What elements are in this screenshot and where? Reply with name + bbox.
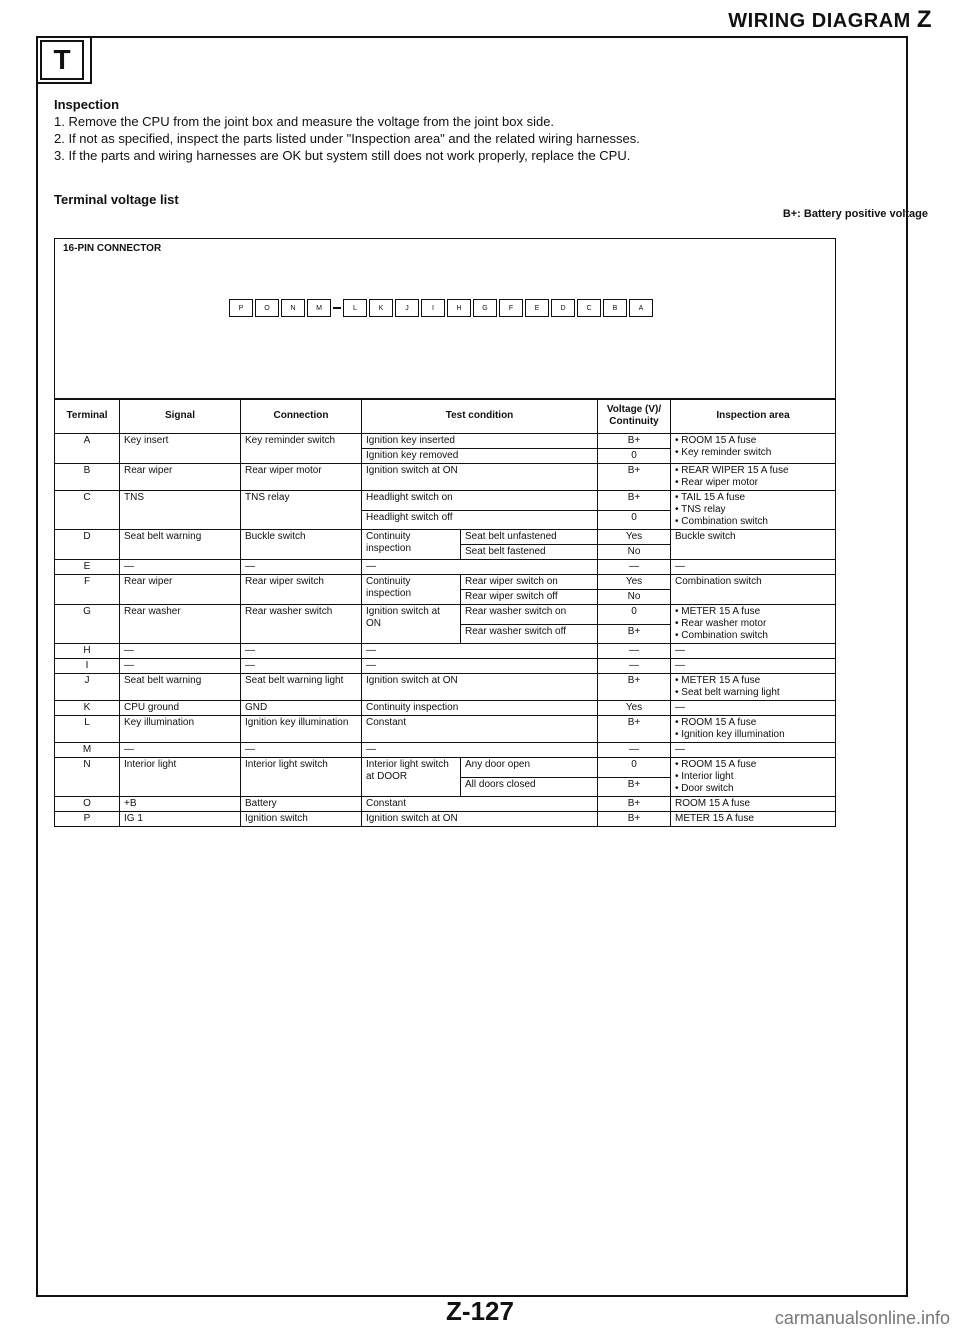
cell-terminal: C	[55, 491, 120, 530]
cell-terminal: K	[55, 701, 120, 716]
cell-inspection-area	[671, 575, 836, 605]
header-signal: Signal	[120, 399, 241, 434]
inspection-area-line: • ROOM 15 A fuse	[675, 717, 757, 728]
cell-voltage: B+	[598, 464, 671, 491]
header-inspection-area: Inspection area	[671, 399, 836, 434]
page-header	[728, 6, 932, 34]
cell-inspection-area	[671, 605, 836, 644]
connector-pin: E	[525, 299, 549, 317]
table-row	[55, 464, 836, 491]
cell-voltage: No	[598, 590, 671, 605]
table-row	[55, 701, 836, 716]
connector-pins	[229, 299, 655, 317]
cell-test-condition: Ignition switch at ON	[362, 674, 598, 701]
cell-signal: Rear wiper	[120, 464, 241, 491]
cell-connection: Buckle switch	[241, 530, 362, 560]
inspection-step: 3. If the parts and wiring harnesses are OK but system still does not work properly, replace the CPU.	[54, 148, 631, 163]
connector-pin: O	[255, 299, 279, 317]
cell-connection: GND	[241, 701, 362, 716]
cell-inspection-area	[671, 644, 836, 659]
cell-test-condition: Any door open	[461, 758, 598, 778]
cell-connection: TNS relay	[241, 491, 362, 530]
cell-test-condition: Rear washer switch off	[461, 624, 598, 644]
table-row	[55, 659, 836, 674]
cell-test-condition: Rear wiper switch on	[461, 575, 598, 590]
cell-test-condition: Seat belt fastened	[461, 545, 598, 560]
cell-signal: —	[120, 560, 241, 575]
cell-voltage: Yes	[598, 530, 671, 545]
inspection-area-line: ROOM 15 A fuse	[675, 798, 751, 809]
cell-test-condition: Rear washer switch on	[461, 605, 598, 625]
battery-note: B+: Battery positive voltage	[782, 208, 928, 220]
cell-connection: Seat belt warning light	[241, 674, 362, 701]
connector-pin: J	[395, 299, 419, 317]
connector-pin: F	[499, 299, 523, 317]
table-row	[55, 530, 836, 545]
connector-pin: A	[629, 299, 653, 317]
cell-inspection-area	[671, 758, 836, 797]
connector-label: 16-PIN CONNECTOR	[63, 243, 162, 254]
cell-signal: Key illumination	[120, 716, 241, 743]
inspection-area-line: —	[675, 660, 685, 671]
connector-pin: G	[473, 299, 497, 317]
inspection-area-line: • ROOM 15 A fuse	[675, 435, 757, 446]
header-connection: Connection	[241, 399, 362, 434]
inspection-area-line: • Seat belt warning light	[675, 687, 780, 698]
cell-test-condition: Headlight switch on	[362, 491, 598, 511]
cell-voltage: Yes	[598, 701, 671, 716]
cell-signal: —	[120, 659, 241, 674]
cell-voltage: B+	[598, 716, 671, 743]
terminal-voltage-table	[54, 398, 836, 827]
inspection-area-line: —	[675, 744, 685, 755]
cell-terminal: A	[55, 434, 120, 464]
watermark: carmanualsonline.info	[774, 1308, 950, 1328]
cell-signal: Seat belt warning	[120, 674, 241, 701]
cell-signal: Interior light	[120, 758, 241, 797]
table-row	[55, 560, 836, 575]
cell-voltage: B+	[598, 777, 671, 797]
connector-pin: L	[343, 299, 367, 317]
cell-test-condition: —	[362, 560, 598, 575]
cell-terminal: L	[55, 716, 120, 743]
cell-terminal: D	[55, 530, 120, 560]
cell-test-condition: Continuity inspection	[362, 701, 598, 716]
cell-voltage: B+	[598, 624, 671, 644]
cell-signal: Rear washer	[120, 605, 241, 644]
inspection-area-line: • Key reminder switch	[675, 447, 772, 458]
cell-connection: Ignition key illumination	[241, 716, 362, 743]
cell-test-condition: Ignition key removed	[362, 449, 598, 464]
header-section: Z	[916, 6, 932, 33]
table-row	[55, 743, 836, 758]
connector-pin: D	[551, 299, 575, 317]
table-row	[55, 674, 836, 701]
cell-voltage: 0	[598, 449, 671, 464]
table-row	[55, 434, 836, 449]
table-row	[55, 605, 836, 625]
cell-connection: Ignition switch	[241, 812, 362, 827]
inspection-area-line: • ROOM 15 A fuse	[675, 759, 757, 770]
connector-box	[54, 238, 836, 400]
cell-connection: Rear wiper motor	[241, 464, 362, 491]
cell-voltage: —	[598, 743, 671, 758]
cell-test-group: Interior light switch at DOOR	[362, 758, 461, 797]
inspection-area-line: —	[675, 702, 685, 713]
connector-pin: B	[603, 299, 627, 317]
inspection-area-line: • Ignition key illumination	[675, 729, 785, 740]
inspection-area-line: • METER 15 A fuse	[675, 675, 761, 686]
cell-connection: —	[241, 644, 362, 659]
cell-inspection-area	[671, 797, 836, 812]
inspection-area-line: • METER 15 A fuse	[675, 606, 761, 617]
section-tab	[36, 36, 92, 84]
cell-voltage: 0	[598, 758, 671, 778]
cell-test-condition: —	[362, 644, 598, 659]
cell-terminal: I	[55, 659, 120, 674]
cell-inspection-area	[671, 530, 836, 560]
cell-terminal: O	[55, 797, 120, 812]
connector-pin: P	[229, 299, 253, 317]
cell-inspection-area	[671, 716, 836, 743]
page-number: Z-127	[446, 1296, 514, 1326]
cell-connection: —	[241, 560, 362, 575]
cell-test-condition: Ignition switch at ON	[362, 812, 598, 827]
cell-inspection-area	[671, 434, 836, 464]
inspection-area-line: • TAIL 15 A fuse	[675, 492, 746, 503]
inspection-area-line: • Interior light	[675, 771, 734, 782]
cell-test-condition: Constant	[362, 716, 598, 743]
cell-terminal: J	[55, 674, 120, 701]
cell-signal: TNS	[120, 491, 241, 530]
cell-signal: —	[120, 743, 241, 758]
cell-connection: —	[241, 743, 362, 758]
cell-terminal: B	[55, 464, 120, 491]
cell-test-condition: —	[362, 743, 598, 758]
inspection-area-line: • Combination switch	[675, 630, 768, 641]
cell-voltage: B+	[598, 674, 671, 701]
cell-inspection-area	[671, 491, 836, 530]
table-row	[55, 758, 836, 778]
cell-inspection-area	[671, 659, 836, 674]
cell-terminal: H	[55, 644, 120, 659]
cell-signal: —	[120, 644, 241, 659]
cell-voltage: 0	[598, 605, 671, 625]
cell-test-condition: Ignition switch at ON	[362, 464, 598, 491]
cell-test-condition: All doors closed	[461, 777, 598, 797]
section-tab-letter: T	[40, 40, 84, 80]
header-test-condition: Test condition	[362, 399, 598, 434]
inspection-area-line: —	[675, 645, 685, 656]
header-title: WIRING DIAGRAM	[728, 10, 911, 32]
cell-signal: Key insert	[120, 434, 241, 464]
header-voltage: Voltage (V)/ Continuity	[598, 399, 671, 434]
cell-test-condition: Ignition key inserted	[362, 434, 598, 449]
cell-voltage: No	[598, 545, 671, 560]
table-row	[55, 812, 836, 827]
cell-voltage: —	[598, 659, 671, 674]
cell-terminal: G	[55, 605, 120, 644]
cell-voltage: B+	[598, 812, 671, 827]
cell-inspection-area	[671, 464, 836, 491]
cell-voltage: Yes	[598, 575, 671, 590]
cell-terminal: M	[55, 743, 120, 758]
cell-signal: Rear wiper	[120, 575, 241, 605]
cell-test-condition: Constant	[362, 797, 598, 812]
cell-test-condition: Seat belt unfastened	[461, 530, 598, 545]
inspection-area-line: • Door switch	[675, 783, 734, 794]
connector-pin: I	[421, 299, 445, 317]
cell-terminal: N	[55, 758, 120, 797]
table-header-row	[55, 399, 836, 434]
connector-pin: M	[307, 299, 331, 317]
cell-signal: Seat belt warning	[120, 530, 241, 560]
cell-inspection-area	[671, 560, 836, 575]
header-terminal: Terminal	[55, 399, 120, 434]
cell-connection: Rear wiper switch	[241, 575, 362, 605]
cell-voltage: —	[598, 644, 671, 659]
table-row	[55, 797, 836, 812]
connector-pin: H	[447, 299, 471, 317]
cell-voltage: B+	[598, 434, 671, 449]
cell-inspection-area	[671, 674, 836, 701]
inspection-area-line: • Rear washer motor	[675, 618, 767, 629]
cell-voltage: —	[598, 560, 671, 575]
inspection-area-line: Buckle switch	[675, 531, 736, 542]
connector-separator	[333, 307, 341, 309]
cell-terminal: P	[55, 812, 120, 827]
cell-test-condition: Headlight switch off	[362, 510, 598, 530]
inspection-area-line: • REAR WIPER 15 A fuse	[675, 465, 789, 476]
cell-signal: CPU ground	[120, 701, 241, 716]
cell-inspection-area	[671, 812, 836, 827]
inspection-area-line: • Rear wiper motor	[675, 477, 758, 488]
cell-terminal: F	[55, 575, 120, 605]
inspection-area-line: —	[675, 561, 685, 572]
cell-inspection-area	[671, 701, 836, 716]
table-row	[55, 644, 836, 659]
cell-test-condition: —	[362, 659, 598, 674]
cell-terminal: E	[55, 560, 120, 575]
cell-inspection-area	[671, 743, 836, 758]
cell-connection: —	[241, 659, 362, 674]
cell-test-group: Continuity inspection	[362, 530, 461, 560]
table-row	[55, 575, 836, 590]
connector-pin: C	[577, 299, 601, 317]
connector-pin: N	[281, 299, 305, 317]
cell-test-group: Continuity inspection	[362, 575, 461, 605]
table-row	[55, 716, 836, 743]
cell-test-group: Ignition switch at ON	[362, 605, 461, 644]
inspection-step: 1. Remove the CPU from the joint box and measure the voltage from the joint box side.	[54, 114, 555, 129]
cell-voltage: B+	[598, 797, 671, 812]
cell-connection: Interior light switch	[241, 758, 362, 797]
cell-signal: +B	[120, 797, 241, 812]
inspection-title: Inspection	[54, 97, 120, 112]
inspection-area-line: • TNS relay	[675, 504, 726, 515]
cell-test-condition: Rear wiper switch off	[461, 590, 598, 605]
inspection-area-line: • Combination switch	[675, 516, 768, 527]
cell-voltage: 0	[598, 510, 671, 530]
terminal-list-title: Terminal voltage list	[54, 192, 179, 207]
inspection-area-line: METER 15 A fuse	[675, 813, 754, 824]
cell-connection: Battery	[241, 797, 362, 812]
table-row	[55, 491, 836, 511]
cell-voltage: B+	[598, 491, 671, 511]
inspection-area-line: Combination switch	[675, 576, 762, 587]
connector-pin: K	[369, 299, 393, 317]
cell-connection: Key reminder switch	[241, 434, 362, 464]
cell-connection: Rear washer switch	[241, 605, 362, 644]
cell-signal: IG 1	[120, 812, 241, 827]
inspection-step: 2. If not as specified, inspect the parts listed under "Inspection area" and the related wiring harnesses.	[54, 131, 640, 146]
inspection-block	[54, 96, 640, 164]
